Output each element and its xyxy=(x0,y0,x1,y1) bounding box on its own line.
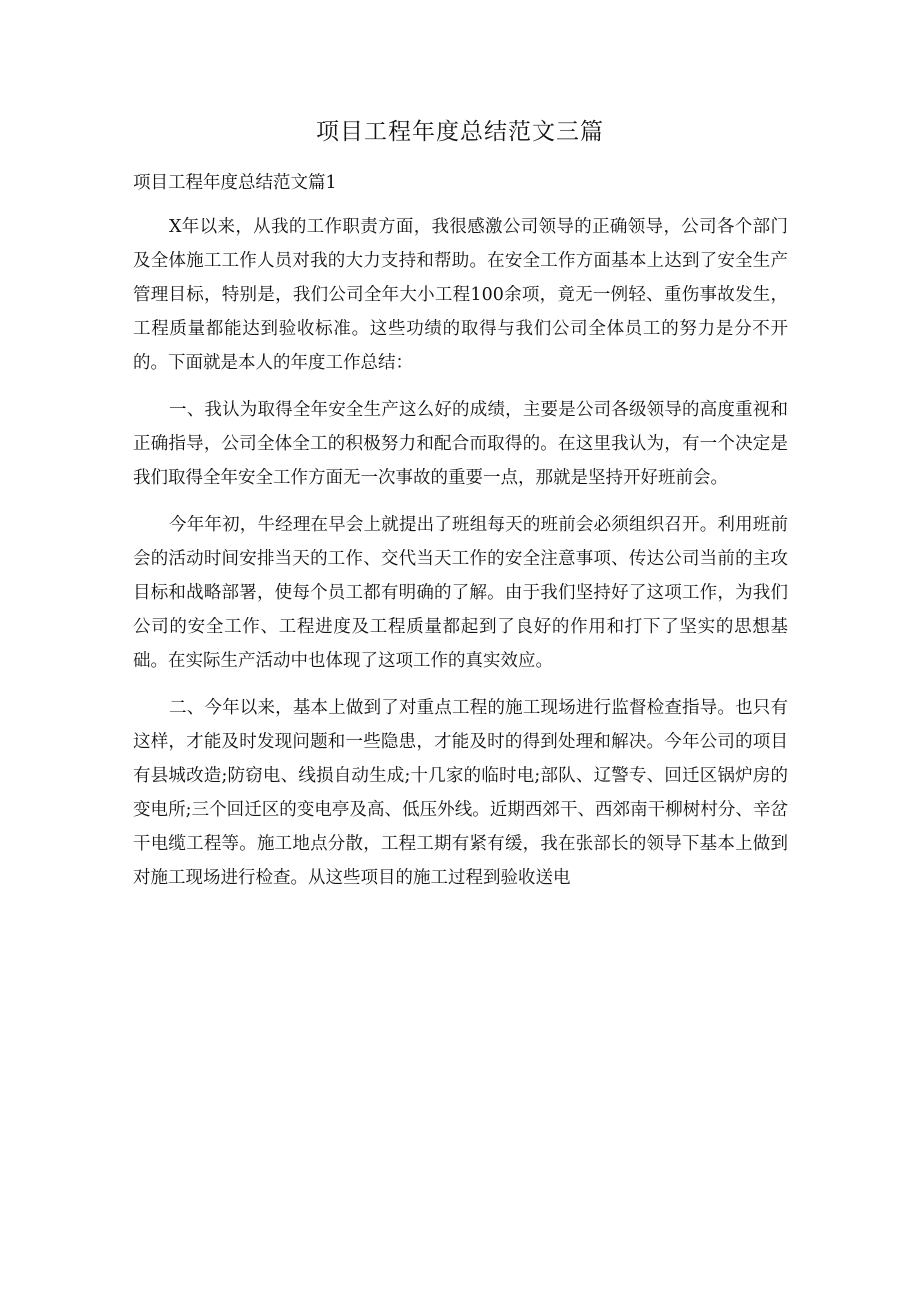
document-body xyxy=(133,210,788,908)
paragraph: 二、今年以来，基本上做到了对重点工程的施工现场进行监督检查指导。也只有这样，才能及时发现问题和一些隐患，才能及时的得到处理和解决。今年公司的项目有县城改造;防窃电、线损自动生成;十几家的临时电;部队、辽警专、回迁区锅炉房的变电所;三个回迁区的变电亭及高、低压外线。近期西郊干、西郊南干柳树村分、辛岔干电缆工程等。施工地点分散，工程工期有紧有缓，我在张部长的领导下基本上做到对施工现场进行检查。从这些项目的施工过程到验收送电 xyxy=(133,698,788,888)
paragraph: 一、我认为取得全年安全生产这么好的成绩，主要是公司各级领导的高度重视和正确指导，公司全体全工的积极努力和配合而取得的。在这里我认为，有一个决定是我们取得全年安全工作方面无一次事故的重要一点，那就是坚持开好班前会。 xyxy=(133,400,788,488)
document-title: 项目工程年度总结范文三篇 xyxy=(316,119,604,145)
paragraph: 今年年初，牛经理在早会上就提出了班组每天的班前会必须组织召开。利用班前会的活动时间安排当天的工作、交代当天工作的安全注意事项、传达公司当前的主攻目标和战略部署，使每个员工都有明确的了解。由于我们坚持好了这项工作，为我们公司的安全工作、工程进度及工程质量都起到了良好的作用和打下了坚实的思想基础。在实际生产活动中也体现了这项工作的真实效应。 xyxy=(133,515,788,671)
section-heading: 项目工程年度总结范文篇1 xyxy=(133,173,337,193)
paragraph: X年以来，从我的工作职责方面，我很感激公司领导的正确领导，公司各个部门及全体施工工作人员对我的大力支持和帮助。在安全工作方面基本上达到了安全生产管理目标，特别是，我们公司全年大小工程100余项，竟无一例轻、重伤事故发生，工程质量都能达到验收标准。这些功绩的取得与我们公司全体员工的努力是分不开的。下面就是本人的年度工作总结： xyxy=(133,217,788,373)
